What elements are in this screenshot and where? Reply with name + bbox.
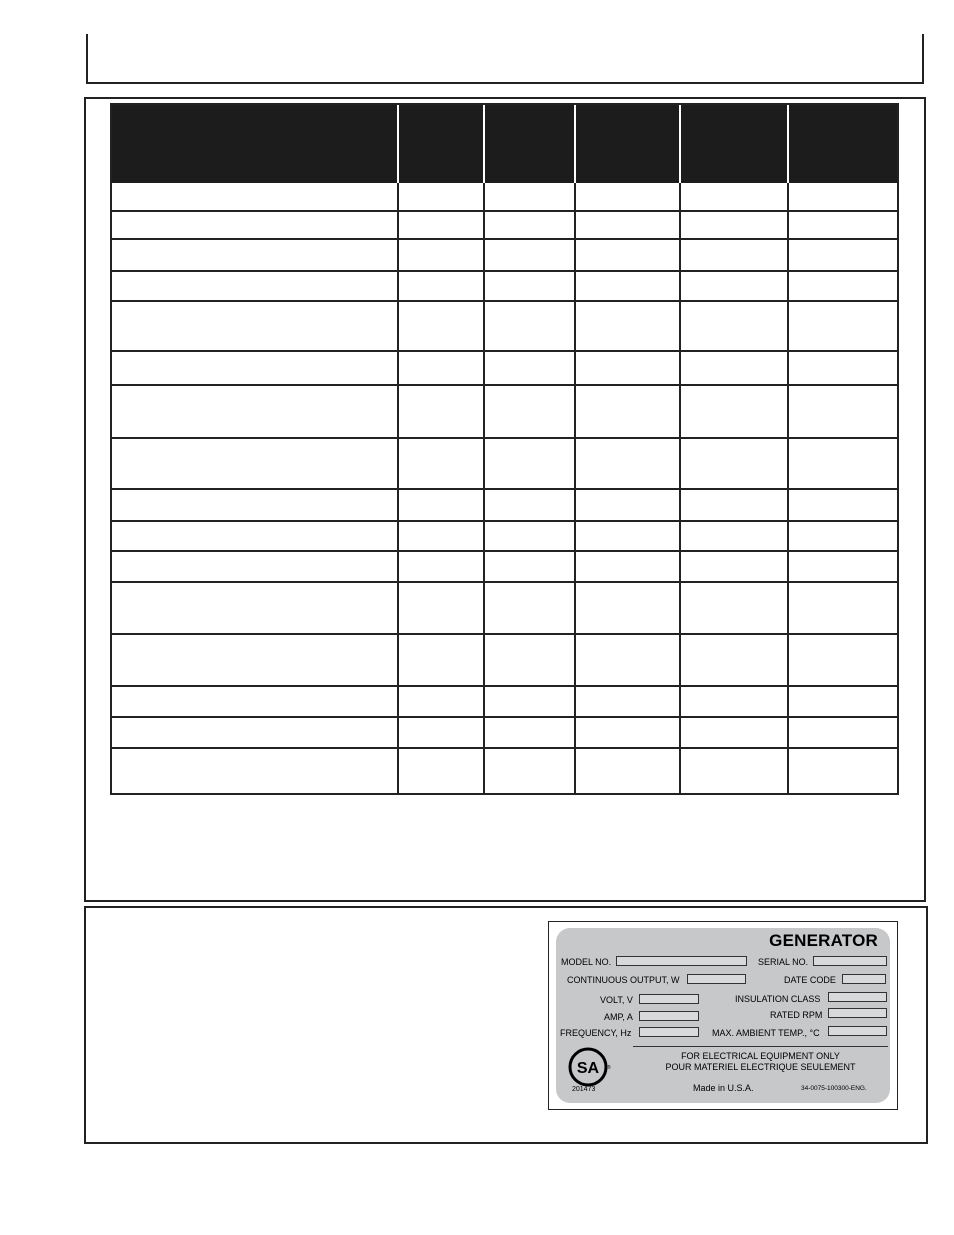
amp-label: AMP, A [604,1012,633,1022]
max-ambient-temp-field [828,1026,887,1036]
made-in: Made in U.S.A. [693,1083,754,1093]
table-row [112,520,897,522]
table-row [112,300,897,302]
volt-label: VOLT, V [600,995,633,1005]
serial-no-field [813,956,887,966]
table-row [112,238,897,240]
table-row [112,350,897,352]
date-code-field [842,974,886,984]
frequency-field [639,1027,699,1037]
plate-divider [633,1046,888,1047]
model-no-field [616,956,747,966]
svg-text:SA: SA [576,1060,600,1077]
rated-rpm-field [828,1008,887,1018]
table-row [112,550,897,552]
part-number: 34-0075-100300-ENG. [801,1085,867,1092]
generator-data-plate [548,921,898,1110]
frequency-label: FREQUENCY, Hz [560,1028,632,1038]
volt-field [639,994,699,1004]
continuous-output-label: CONTINUOUS OUTPUT, W [567,975,680,985]
insulation-class-label: INSULATION CLASS [735,994,821,1004]
table-row [112,210,897,212]
amp-field [639,1011,699,1021]
model-no-label: MODEL NO. [561,957,612,967]
top-empty-box [86,34,924,84]
data-plate-face [556,928,890,1103]
rated-rpm-label: RATED RPM [770,1010,823,1020]
csa-certificate-number: 201473 [572,1086,596,1093]
csa-logo-icon [568,1046,610,1088]
table-row [112,581,897,583]
serial-no-label: SERIAL NO. [758,957,809,967]
table-row [112,633,897,635]
svg-text:®: ® [607,1065,611,1071]
table-header-row [112,105,897,183]
date-code-label: DATE CODE [784,975,836,985]
notice-french: POUR MATERIEL ELECTRIQUE SEULEMENT [665,1062,856,1072]
table-row [112,685,897,687]
max-ambient-temp-label: MAX. AMBIENT TEMP., °C [712,1028,820,1038]
table-row [112,384,897,386]
table-row [112,747,897,749]
table-row [112,270,897,272]
continuous-output-field [687,974,746,984]
table-row [112,716,897,718]
notice-english: FOR ELECTRICAL EQUIPMENT ONLY [681,1051,840,1061]
plate-title: GENERATOR [769,931,878,950]
table-row [112,488,897,490]
insulation-class-field [828,992,887,1002]
specifications-table [110,103,899,795]
table-row [112,437,897,439]
